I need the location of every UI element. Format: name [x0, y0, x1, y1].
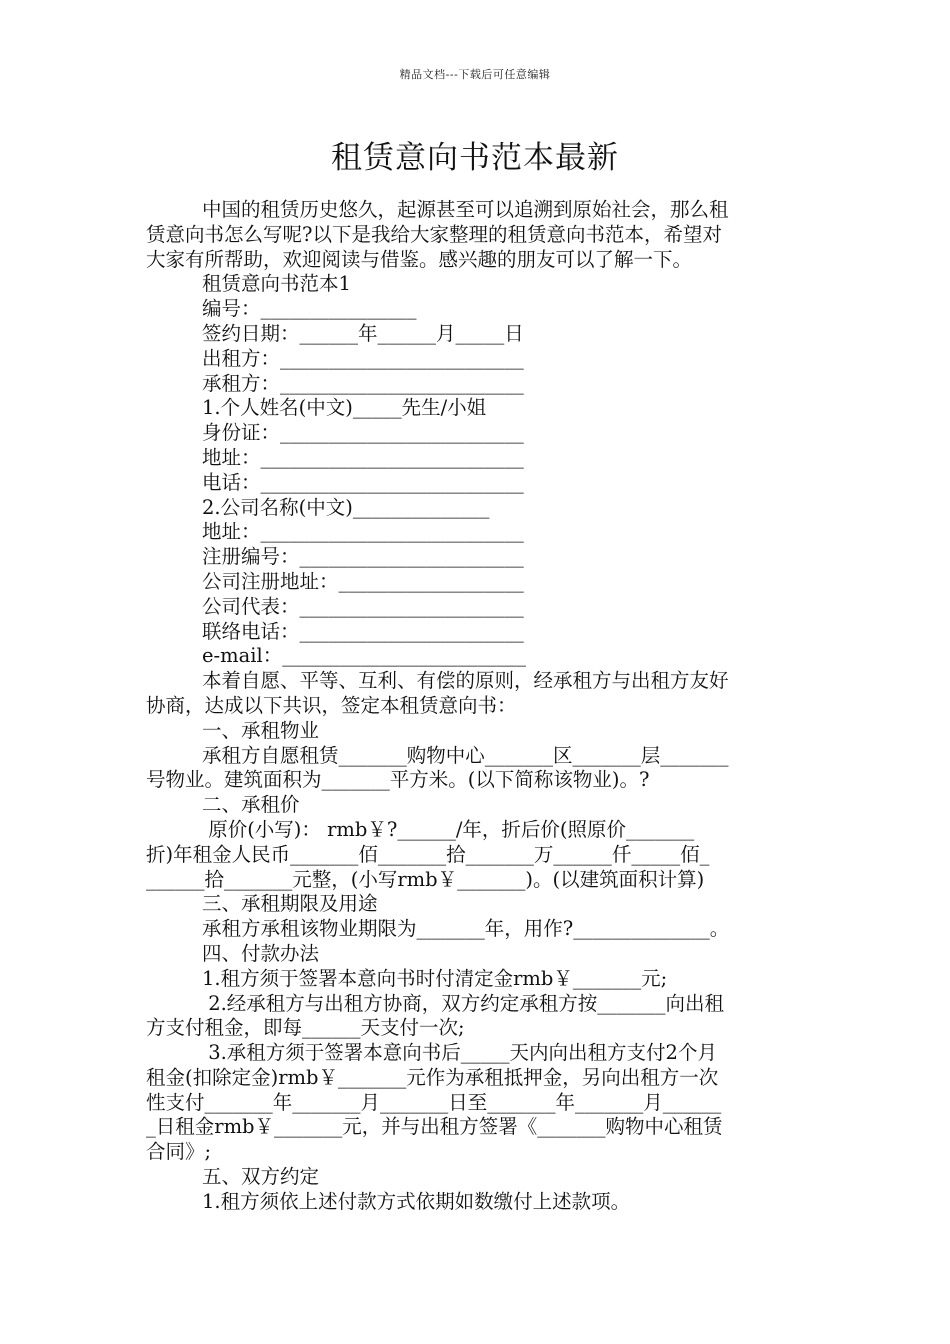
body-line: 承租方自愿租赁_______购物中心_______区_______层_______ [202, 743, 729, 767]
body-line: 性支付_______年_______月_______日至_______年_______月______ [146, 1090, 722, 1114]
body-line: _日租金rmb￥_______元，并与出租方签署《_______购物中心租赁 [146, 1115, 723, 1139]
body-line: 原价(小写)： rmb￥?______/年，折后价(照原价_______ [202, 817, 695, 841]
body-line: 四、付款办法 [202, 941, 320, 965]
body-line: 中国的租赁历史悠久，起源甚至可以追溯到原始社会，那么租 [202, 198, 729, 221]
document-title: 租赁意向书范本最新 [331, 140, 619, 176]
body-line: 五、双方约定 [202, 1165, 320, 1189]
body-line: 折)年租金人民币_______佰_______拾_______万______仟_____佰_ [146, 842, 710, 866]
body-line: 地址：___________________________ [202, 520, 524, 544]
body-line: 地址：___________________________ [202, 445, 524, 469]
header-note: 精品文档---下载后可任意编辑 [399, 68, 551, 81]
body-line: 签约日期：______年______月_____日 [202, 321, 524, 345]
body-line: 编号：________________ [202, 297, 417, 321]
body-line: 承租方：_________________________ [202, 371, 524, 395]
body-line: 注册编号：_______________________ [202, 545, 524, 569]
body-line: 方支付租金，即每______天支付一次; [146, 1016, 465, 1040]
body-line: 合同》; [146, 1140, 212, 1164]
body-line: 三、承租期限及用途 [202, 892, 378, 916]
body-line: 1.租方须依上述付款方式依期如数缴付上述款项。 [202, 1189, 631, 1213]
body-line: e-mail：_________________________ [202, 644, 526, 668]
body-line: 二、承租价 [202, 793, 300, 817]
body-line: 租赁意向书范本1 [202, 272, 351, 296]
body-line: 出租方：_________________________ [202, 346, 524, 370]
body-line: 2.经承租方与出租方协商，双方约定承租方按_______向出租 [202, 991, 725, 1015]
body-line: 号物业。建筑面积为_______平方米。(以下简称该物业)。? [146, 768, 650, 792]
body-line: 联络电话：_______________________ [202, 619, 524, 643]
body-line: 1.租方须于签署本意向书时付清定金rmb￥_______元; [202, 966, 668, 990]
body-line: 承租方承租该物业期限为_______年，用作?______________。 [202, 917, 730, 941]
body-line: 1.个人姓名(中文)_____先生/小姐 [202, 396, 487, 420]
body-line: 公司注册地址：___________________ [202, 569, 524, 593]
body-line: 身份证：_________________________ [202, 421, 524, 445]
body-line: ______拾_______元整，(小写rmb￥_______)。(以建筑面积计算) [146, 867, 705, 891]
body-line: 电话：___________________________ [202, 470, 524, 494]
body-line: 公司代表：_______________________ [202, 594, 524, 618]
body-line: 赁意向书怎么写呢?以下是我给大家整理的租赁意向书范本，希望对 [146, 222, 722, 246]
body-line: 协商，达成以下共识，签定本租赁意向书： [146, 693, 517, 717]
body-line: 本着自愿、平等、互利、有偿的原则，经承租方与出租方友好 [202, 669, 729, 693]
body-line: 一、承租物业 [202, 718, 320, 742]
document-body [146, 198, 812, 1215]
body-line: 3.承租方须于签署本意向书后_____天内向出租方支付2个月 [202, 1041, 717, 1065]
body-line: 2.公司名称(中文)______________ [202, 495, 490, 519]
body-line: 租金(扣除定金)rmb￥_______元作为承租抵押金，另向出租方一次 [146, 1065, 719, 1089]
body-line: 大家有所帮助，欢迎阅读与借鉴。感兴趣的朋友可以了解一下。 [146, 247, 693, 271]
